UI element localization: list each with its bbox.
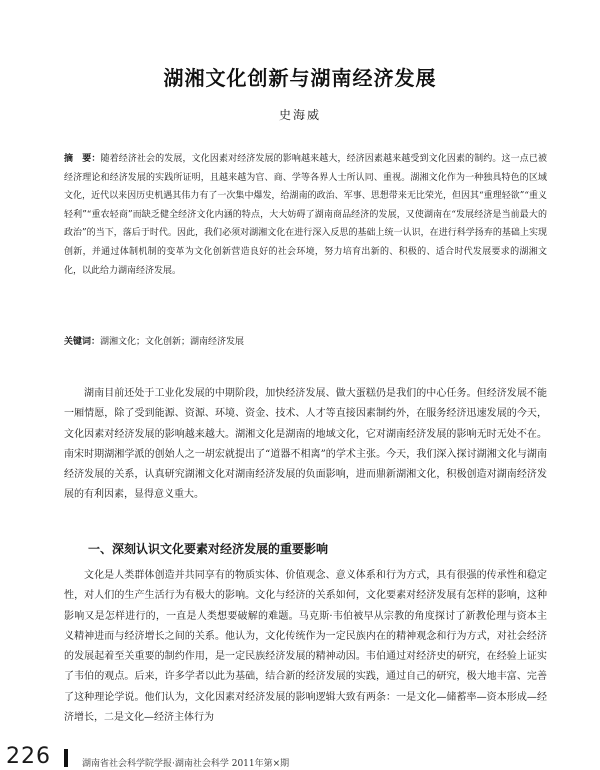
article-author: 史海威 <box>278 108 321 122</box>
footer-divider <box>64 749 68 767</box>
keywords <box>64 334 547 350</box>
section-paragraph: 文化是人类群体创造并共同享有的物质实体、价值观念、意义体系和行为方式，具有很强的传承性和稳定性，对人们的生产生活行为有极大的影响。文化与经济的关系如何，文化要素对经济发展有怎样的影响，这种影响又是怎样进行的，一直是人类想要破解的难题。马克斯·韦伯被早从宗教的角度探讨了新教伦理与资本主义精神进而与经济增长之间的关系。他认为，文化传统作为一定民族内在的精神观念和行为方式，对社会经济的发展起着至关重要的制约作用，是一定民族经济发展的精神动因。韦伯通过对经济史的研究，在经验上证实了韦伯的观点。后来，许多学者以此为基础，结合新的经济发展的实践，通过自己的研究，极大地丰富、完善了这种理论学说。他们认为，文化因素对经济发展的影响逻辑大致有两条：一是文化—储蓄率—资本形成—经济增长，二是文化—经济主体行为 <box>64 570 547 724</box>
abstract-label: 摘 要： <box>64 154 101 164</box>
keywords-text: 湖湘文化；文化创新；湖南经济发展 <box>100 337 245 347</box>
article-title: 湖湘文化创新与湖南经济发展 <box>163 66 437 90</box>
intro-paragraph: 湖南目前还处于工业化发展的中期阶段，加快经济发展、做大蛋糕仍是我们的中心任务。但经济发展不能一厢情愿，除了受到能源、资源、环境、资金、技术、人才等直接因素制约外，在服务经济迅速发展的今天，文化因素对经济发展的影响越来越大。湖湘文化是湖南的地域文化，它对湖南经济发展的影响无时无处不在。南宋时期湖湘学派的创始人之一胡宏就提出了“道器不相离”的学术主张。今天，我们深入探讨湖湘文化与湖南经济发展的关系，认真研究湖湘文化对湖南经济发展的负面影响，进而鼎新湖湘文化，积极创造对湖南经济发展的有利因素，显得意义重大。 <box>64 388 547 501</box>
abstract <box>64 150 547 280</box>
journal-footer: 湖南省社会科学院学报·湖南社会科学 2011年第×期 <box>82 759 290 769</box>
keywords-label: 关键词： <box>64 337 101 347</box>
abstract-text: 随着经济社会的发展，文化因素对经济发展的影响越来越大，经济因素越来越受到文化因素的制约。这一点已被经济理论和经济发展的实践所证明，且越来越为官、商、学等各界人士所认同、重视。湖湘文化作为一种独具特色的区域文化，近代以来因历史机遇其伟力有了一次集中爆发，给湖南的政治、军事、思想带来无比荣光，但因其“重理轻欲”“重义轻利”“重农轻商”而缺乏健全经济文化内涵的特点，大大妨碍了湖南商品经济的发展，又使湖南在“发展经济是当前最大的政治”的当下，落后于时代。因此，我们必须对湖湘文化在进行深入反思的基础上统一认识，在进行科学扬弃的基础上实现创新，并通过体制机制的变革为文化创新营造良好的社会环境，努力培育出新的、积极的、适合时代发展要求的湖湘文化，以此给力湖南经济发展。 <box>64 154 547 276</box>
section-heading: 一、深刻认识文化要素对经济发展的重要影响 <box>88 542 329 556</box>
page-number: 226 <box>6 744 51 769</box>
